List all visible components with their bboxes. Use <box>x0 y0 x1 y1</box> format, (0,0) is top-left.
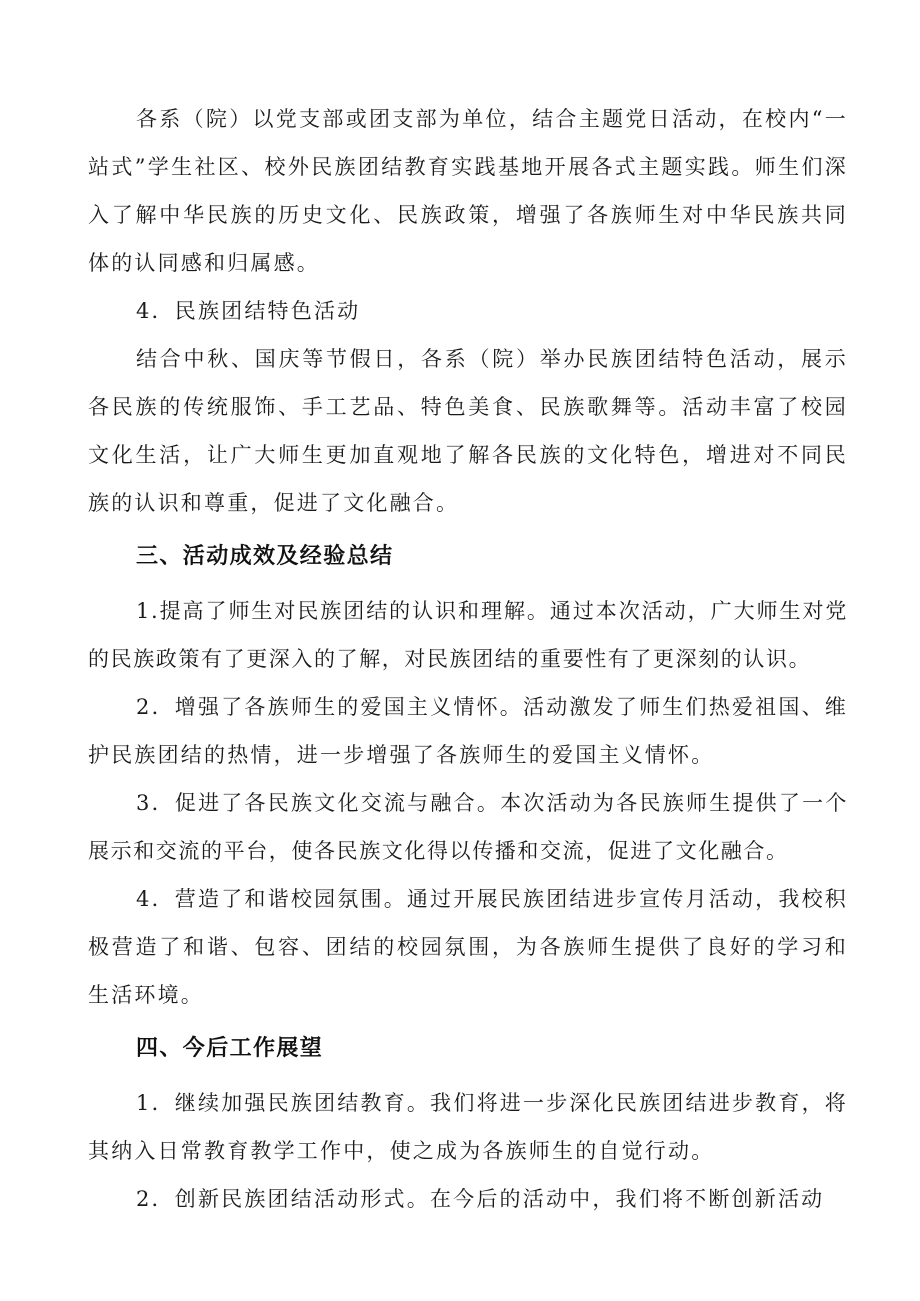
document-body <box>88 95 848 1223</box>
section-heading-results: 三、活动成效及经验总结 <box>136 544 394 569</box>
paragraph-result-2: 2．增强了各族师生的爱国主义情怀。活动激发了师生们热爱祖国、维护民族团结的热情，进一步增强了各族师生的爱国主义情怀。 <box>88 695 848 767</box>
paragraph-practice-activities: 各系（院）以党支部或团支部为单位，结合主题党日活动，在校内“一站式”学生社区、校外民族团结教育实践基地开展各式主题实践。师生们深入了解中华民族的历史文化、民族政策，增强了各族师生对中华民族共同体的认同感和归属感。 <box>88 107 848 275</box>
paragraph-festival-activities: 结合中秋、国庆等节假日，各系（院）举办民族团结特色活动，展示各民族的传统服饰、手工艺品、特色美食、民族歌舞等。活动丰富了校园文化生活，让广大师生更加直观地了解各民族的文化特色，增进对不同民族的认识和尊重，促进了文化融合。 <box>88 347 848 515</box>
subheading-special-activities: 4．民族团结特色活动 <box>136 299 361 323</box>
paragraph-result-1: 1.提高了师生对民族团结的认识和理解。通过本次活动，广大师生对党的民族政策有了更深入的了解，对民族团结的重要性有了更深刻的认识。 <box>88 599 848 671</box>
paragraph-outlook-1: 1．继续加强民族团结教育。我们将进一步深化民族团结进步教育，将其纳入日常教育教学工作中，使之成为各族师生的自觉行动。 <box>88 1091 848 1163</box>
paragraph-outlook-2: 2．创新民族团结活动形式。在今后的活动中，我们将不断创新活动 <box>136 1187 825 1211</box>
section-heading-outlook: 四、今后工作展望 <box>136 1036 324 1061</box>
paragraph-result-3: 3．促进了各民族文化交流与融合。本次活动为各民族师生提供了一个展示和交流的平台，使各民族文化得以传播和交流，促进了文化融合。 <box>88 791 848 863</box>
paragraph-result-4: 4．营造了和谐校园氛围。通过开展民族团结进步宣传月活动，我校积极营造了和谐、包容、团结的校园氛围，为各族师生提供了良好的学习和生活环境。 <box>88 887 848 1007</box>
